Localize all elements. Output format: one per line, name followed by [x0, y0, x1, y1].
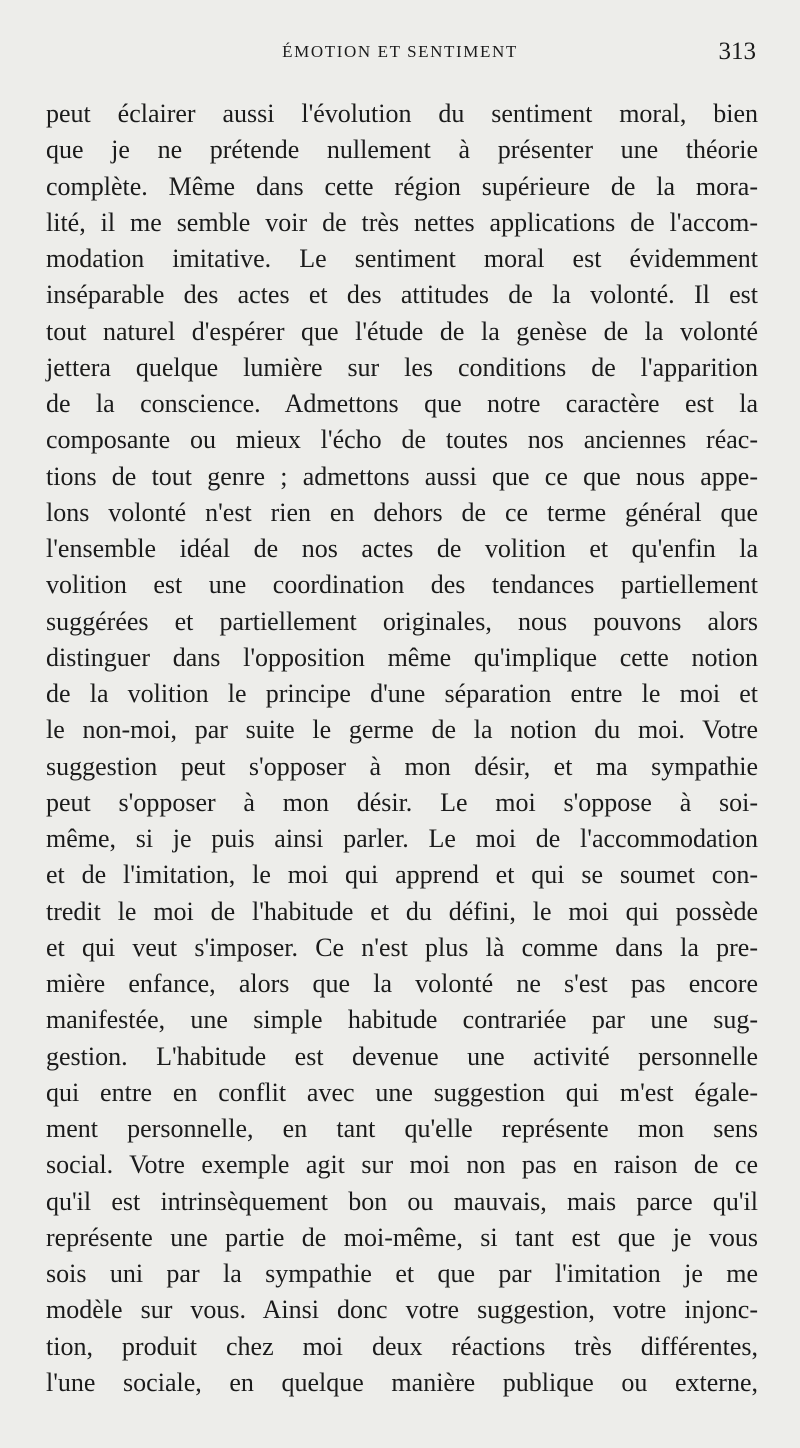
text-line: sois uni par la sympathie et que par l'imitation je me: [46, 1259, 758, 1288]
text-line: gestion. L'habitude est devenue une activité personnelle: [46, 1041, 758, 1071]
text-line: complète. Même dans cette région supérieure de la mora-: [46, 171, 758, 201]
text-line: tions de tout genre ; admettons aussi que ce que nous appe-: [46, 461, 758, 491]
text-line: le non-moi, par suite le germe de la notion du moi. Votre: [46, 715, 758, 745]
running-header: [0, 38, 800, 68]
text-line: composante ou mieux l'écho de toutes nos anciennes réac-: [46, 425, 758, 455]
running-title: ÉMOTION ET SENTIMENT: [282, 42, 518, 61]
text-line: et de l'imitation, le moi qui apprend et qui se soumet con-: [46, 860, 758, 890]
text-line: lité, il me semble voir de très nettes applications de l'accom-: [46, 207, 758, 237]
text-line: ment personnelle, en tant qu'elle représente mon sens: [46, 1114, 758, 1143]
text-line: mière enfance, alors que la volonté ne s'est pas encore: [46, 969, 758, 998]
text-line: peut s'opposer à mon désir. Le moi s'oppose à soi-: [46, 787, 758, 817]
text-line: que je ne prétende nullement à présenter une théorie: [46, 135, 758, 165]
text-line: inséparable des actes et des attitudes de la volonté. Il est: [46, 280, 758, 310]
text-line: tion, produit chez moi deux réactions très différentes,: [46, 1331, 758, 1361]
text-line: tredit le moi de l'habitude et du défini, le moi qui possède: [46, 896, 758, 926]
text-line: manifestée, une simple habitude contrariée par une sug-: [46, 1005, 758, 1035]
body-text: [46, 96, 758, 1401]
text-line: de la conscience. Admettons que notre caractère est la: [46, 389, 758, 418]
text-line: suggérées et partiellement originales, nous pouvons alors: [46, 606, 758, 636]
text-line: modation imitative. Le sentiment moral est évidemment: [46, 244, 758, 273]
text-line: de la volition le principe d'une séparation entre le moi et: [46, 679, 758, 708]
text-line: et qui veut s'imposer. Ce n'est plus là comme dans la pre-: [46, 932, 758, 962]
text-line: tout naturel d'espérer que l'étude de la genèse de la volonté: [46, 316, 758, 346]
text-line: social. Votre exemple agit sur moi non pas en raison de ce: [46, 1150, 758, 1180]
text-line: qu'il est intrinsèquement bon ou mauvais, mais parce qu'il: [46, 1186, 758, 1216]
text-line: modèle sur vous. Ainsi donc votre suggestion, votre injonc-: [46, 1295, 758, 1325]
text-line: l'ensemble idéal de nos actes de volition et qu'enfin la: [46, 534, 758, 563]
text-line: lons volonté n'est rien en dehors de ce terme général que: [46, 497, 758, 527]
text-line: volition est une coordination des tendances partiellement: [46, 570, 758, 600]
text-line: qui entre en conflit avec une suggestion qui m'est égale-: [46, 1077, 758, 1107]
text-line: suggestion peut s'opposer à mon désir, et ma sympathie: [46, 751, 758, 781]
text-line: représente une partie de moi-même, si tant est que je vous: [46, 1222, 758, 1252]
text-line: distinguer dans l'opposition même qu'implique cette notion: [46, 642, 758, 672]
text-line: même, si je puis ainsi parler. Le moi de l'accommodation: [46, 824, 758, 853]
text-line: l'une sociale, en quelque manière publique ou externe,: [46, 1367, 758, 1397]
page-number: 313: [718, 38, 756, 65]
text-line: peut éclairer aussi l'évolution du sentiment moral, bien: [46, 99, 758, 128]
text-line: jettera quelque lumière sur les conditions de l'apparition: [46, 352, 758, 382]
